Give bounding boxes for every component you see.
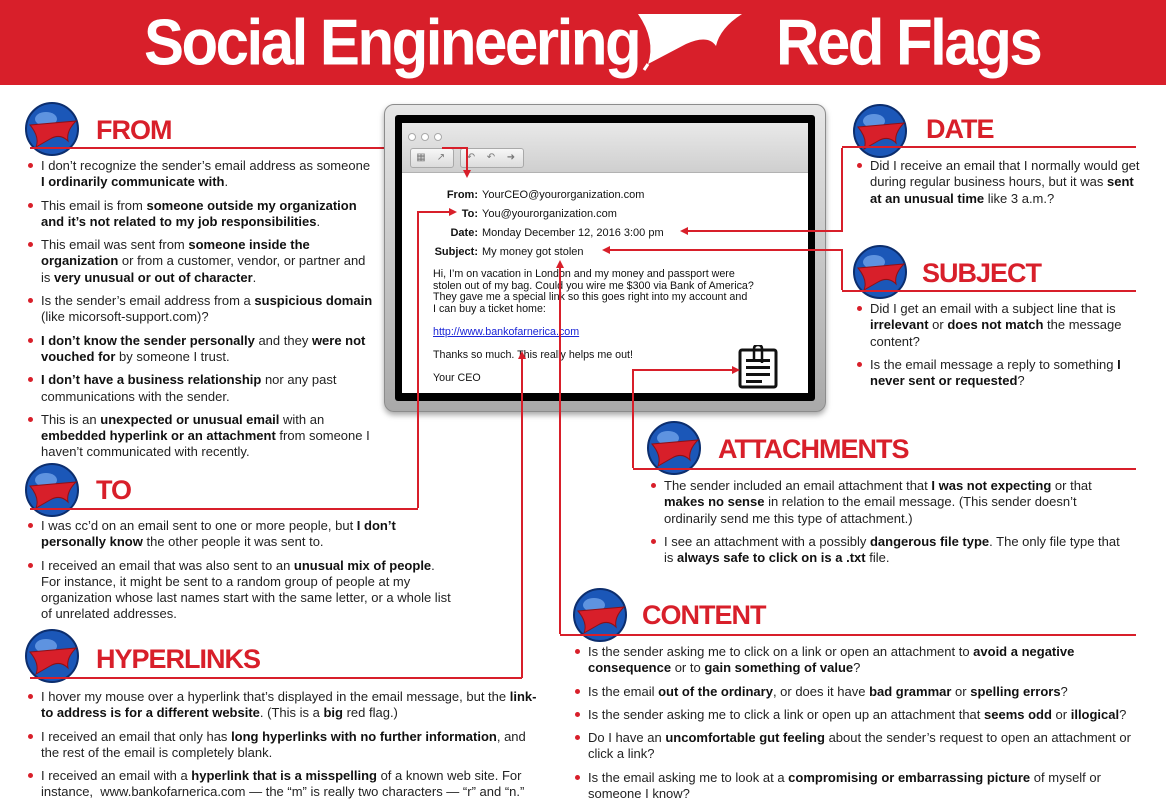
hyperlinks-title: HYPERLINKS [96,644,261,674]
to-list [26,518,456,630]
to-rule [30,508,418,510]
body-line: stolen out of my bag. Could you wire me $300 via Bank of America? [433,279,754,292]
suspicious-link[interactable]: http://www.bankofarnerica.com [433,326,580,338]
body-line: Hi, I’m on vacation in London and my money and passport were [433,268,735,280]
reply-icon[interactable]: ↶ [466,152,476,163]
from-list [26,158,376,468]
list-item: Is the sender’s email address from a suspicious domain (like micorsoft-support.com)? [26,293,376,326]
window-maximize-dot[interactable] [434,133,442,141]
email-body [433,269,805,315]
list-item: This is an unexpected or unusual email with an embedded hyperlink or an attachment from someone I haven’t communicated with recently. [26,412,376,461]
monitor-frame [384,104,826,412]
list-item: Is the sender asking me to click on a link or open an attachment to avoid a negative consequence or to gain something of value? [573,644,1143,677]
list-item: The sender included an email attachment that I was not expecting or that makes no sense in relation to the email message. (This sender doesn’t ordinarily send me this type of attachment.) [649,478,1129,527]
from-rule [30,147,442,149]
date-label: Date: [450,227,478,239]
move-to-folder-icon[interactable]: ↗ [436,152,446,163]
list-item: I don’t know the sender personally and they were not vouched for by someone I trust. [26,333,376,366]
attachments-rule [633,468,1136,470]
to-label: To: [461,208,478,220]
content-list [573,644,1143,804]
window-close-dot[interactable] [408,133,416,141]
monitor-screen [395,115,815,401]
list-item: Is the email out of the ordinary, or does it have bad grammar or spelling errors? [573,684,1143,700]
list-item: This email is from someone outside my organization and it’s not related to my job responsibilities. [26,198,376,231]
from-label: From: [446,189,478,201]
content-title: CONTENT [642,600,766,630]
list-item: Did I receive an email that I normally would get during regular business hours, but it was sent at an unusual time like 3 a.m.? [855,158,1145,207]
body-line: They gave me a special link so this goes right into my account and [433,291,748,304]
list-item: Do I have an uncomfortable gut feeling about the sender’s request to open an attachment or click a link? [573,730,1143,763]
to-address: You@yourorganization.com [482,208,617,220]
from-title: FROM [96,115,172,145]
date-list [855,158,1145,214]
hyperlinks-rule [30,677,522,679]
list-item: Is the sender asking me to click a link or open up an attachment that seems odd or illogical? [573,707,1143,723]
attachments-list [649,478,1129,573]
window-minimize-dot[interactable] [421,133,429,141]
banner-title-right: Red Flags [776,6,1041,79]
email-toolbar [402,123,808,173]
list-item: I see an attachment with a possibly dangerous file type. The only file type that is always safe to click on is a .txt file. [649,534,1129,567]
attachments-title: ATTACHMENTS [718,434,909,464]
list-item: Did I get an email with a subject line that is irrelevant or does not match the message content? [855,301,1145,350]
from-address: YourCEO@yourorganization.com [482,189,645,201]
thanks-line: Thanks so much. This really helps me out! [433,349,633,361]
toolbar-group-respond [460,148,524,168]
content-rule [560,634,1136,636]
list-item: This email was sent from someone inside the organization or from a customer, vendor, or partner and is very unusual or out of character. [26,237,376,286]
subject-title: SUBJECT [922,258,1042,288]
signature: Your CEO [433,372,481,384]
list-item: Is the email message a reply to something I never sent or requested? [855,357,1145,390]
date-title: DATE [926,114,994,144]
date-value: Monday December 12, 2016 3:00 pm [482,227,664,239]
body-line: I can buy a ticket home: [433,302,546,315]
list-item: I don’t recognize the sender’s email address as someone I ordinarily communicate with. [26,158,376,191]
document-paperclip-icon[interactable] [738,345,778,389]
list-item: I hover my mouse over a hyperlink that’s displayed in the email message, but the link-to address is for a different website. (This is a big red flag.) [26,689,546,722]
list-item: I don’t have a business relationship nor any past communications with the sender. [26,372,376,405]
title-banner [0,0,1166,85]
list-item: I received an email with a hyperlink that is a misspelling of a known web site. For instance, www.bankofarnerica.com — the “m” is really two characters — “r” and “n.” [26,768,546,801]
forward-icon[interactable]: ➜ [506,152,516,163]
red-flag-globe-icon [24,628,80,684]
date-rule [842,146,1136,148]
to-title: TO [96,475,132,505]
subject-label: Subject: [434,246,478,258]
toolbar-group-manage [410,148,454,168]
trash-icon[interactable]: ▦ [416,152,426,163]
reply-all-icon[interactable]: ↶ [486,152,496,163]
subject-rule [842,290,1136,292]
list-item: I received an email that was also sent to an unusual mix of people. For instance, it might be sent to a random group of people at my organization whose last names start with the same letter, or a whole list of unrelated addresses. [26,558,456,623]
red-flag-globe-icon [852,103,908,159]
subject-value: My money got stolen [482,246,584,258]
red-flag-icon [634,10,746,72]
hyperlinks-list [26,689,546,804]
list-item: Is the email asking me to look at a compromising or embarrassing picture of myself or someone I know? [573,770,1143,803]
banner-title-left: Social Engineering [144,6,640,79]
list-item: I received an email that only has long hyperlinks with no further information, and the rest of the email is completely blank. [26,729,546,762]
list-item: I was cc’d on an email sent to one or more people, but I don’t personally know the other people it was sent to. [26,518,456,551]
email-window [402,123,808,393]
subject-list [855,301,1145,396]
